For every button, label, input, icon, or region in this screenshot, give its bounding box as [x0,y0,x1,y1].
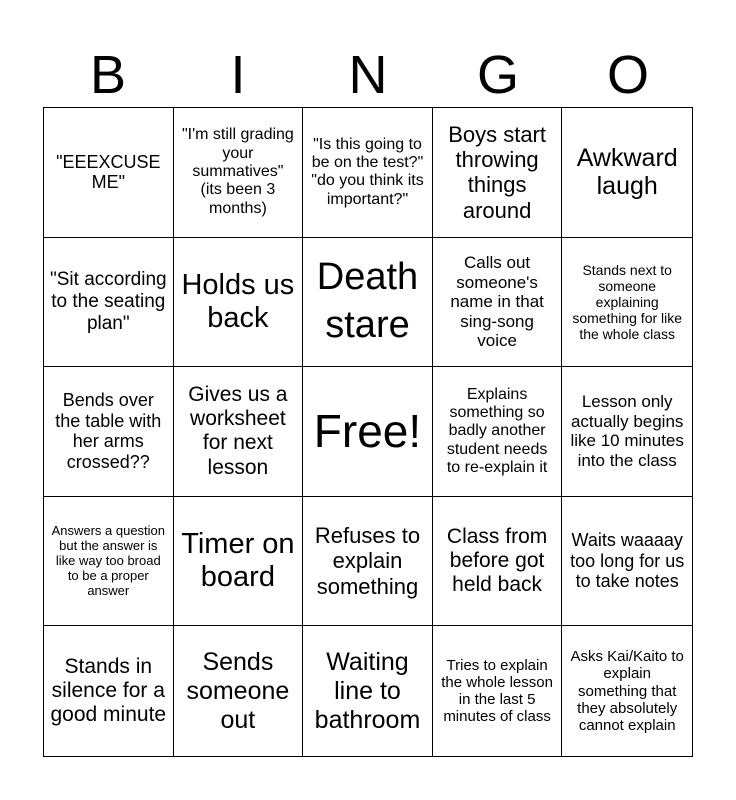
cell-text: Holds us back [181,268,295,334]
bingo-cell-free[interactable] [303,367,433,497]
bingo-cell[interactable] [303,626,433,756]
bingo-cell[interactable] [562,367,692,497]
bingo-cell[interactable] [174,238,304,368]
cell-text: Stands next to someone explaining something for like the whole class [572,261,683,343]
cell-text: Explains something so badly another student needs to re-explain it [446,385,548,477]
cell-text: "Is this going to be on the test?" "do you think its important?" [311,135,424,208]
cell-text: Awkward laugh [576,143,678,201]
cell-text: Asks Kai/Kaito to explain something that they absolutely cannot explain [570,648,684,735]
cell-text: Sends someone out [186,648,290,734]
bingo-cell[interactable] [562,626,692,756]
bingo-cell[interactable] [44,497,174,627]
cell-text: Waits waaaay too long for us to take notes [570,530,685,592]
bingo-cell[interactable] [303,497,433,627]
cell-text: Death stare [316,256,419,346]
bingo-board [43,107,693,757]
bingo-cell[interactable] [303,108,433,238]
title-letter-n: N [348,45,388,105]
bingo-cell[interactable] [433,238,563,368]
cell-text: Boys start throwing things around [448,121,546,223]
cell-text: Gives us a worksheet for next lesson [188,383,288,479]
bingo-cell[interactable] [303,238,433,368]
cell-text: Refuses to explain something [314,523,421,599]
bingo-cell[interactable] [433,497,563,627]
cell-text: Tries to explain the whole lesson in the last 5 minutes of class [441,656,553,726]
cell-text: "Sit according to the seating plan" [50,269,167,334]
cell-text: Bends over the table with her arms crossed?? [55,390,162,473]
bingo-cell[interactable] [562,108,692,238]
title-letter-b: B [89,45,127,105]
cell-text: Waiting line to bathroom [314,648,421,734]
bingo-cell[interactable] [174,497,304,627]
title-letter-o: O [606,45,649,105]
bingo-cell[interactable] [174,108,304,238]
cell-text: "EEEXCUSE ME" [56,151,161,193]
bingo-cell[interactable] [174,367,304,497]
bingo-cell[interactable] [433,626,563,756]
bingo-cell[interactable] [44,367,174,497]
bingo-cell[interactable] [562,497,692,627]
title-letter-i: I [230,45,246,105]
bingo-title [43,42,693,108]
cell-text: Free! [313,405,422,458]
cell-text: Calls out someone's name in that sing-song voice [450,253,544,351]
cell-text: Stands in silence for a good minute [50,654,167,727]
cell-text: Class from before got held back [446,524,548,597]
cell-text: "I'm still grading your summatives" (its been 3 months) [181,126,294,217]
cell-text: Answers a question but the answer is like way too broad to be a proper answer [51,522,166,598]
bingo-cell[interactable] [562,238,692,368]
bingo-cell[interactable] [44,626,174,756]
bingo-cell[interactable] [433,108,563,238]
cell-text: Timer on board [181,527,295,594]
bingo-cell[interactable] [44,108,174,238]
bingo-cell[interactable] [433,367,563,497]
bingo-cell[interactable] [174,626,304,756]
cell-text: Lesson only actually begins like 10 minutes into the class [570,392,684,471]
bingo-cell[interactable] [44,238,174,368]
title-letter-g: G [476,45,519,105]
